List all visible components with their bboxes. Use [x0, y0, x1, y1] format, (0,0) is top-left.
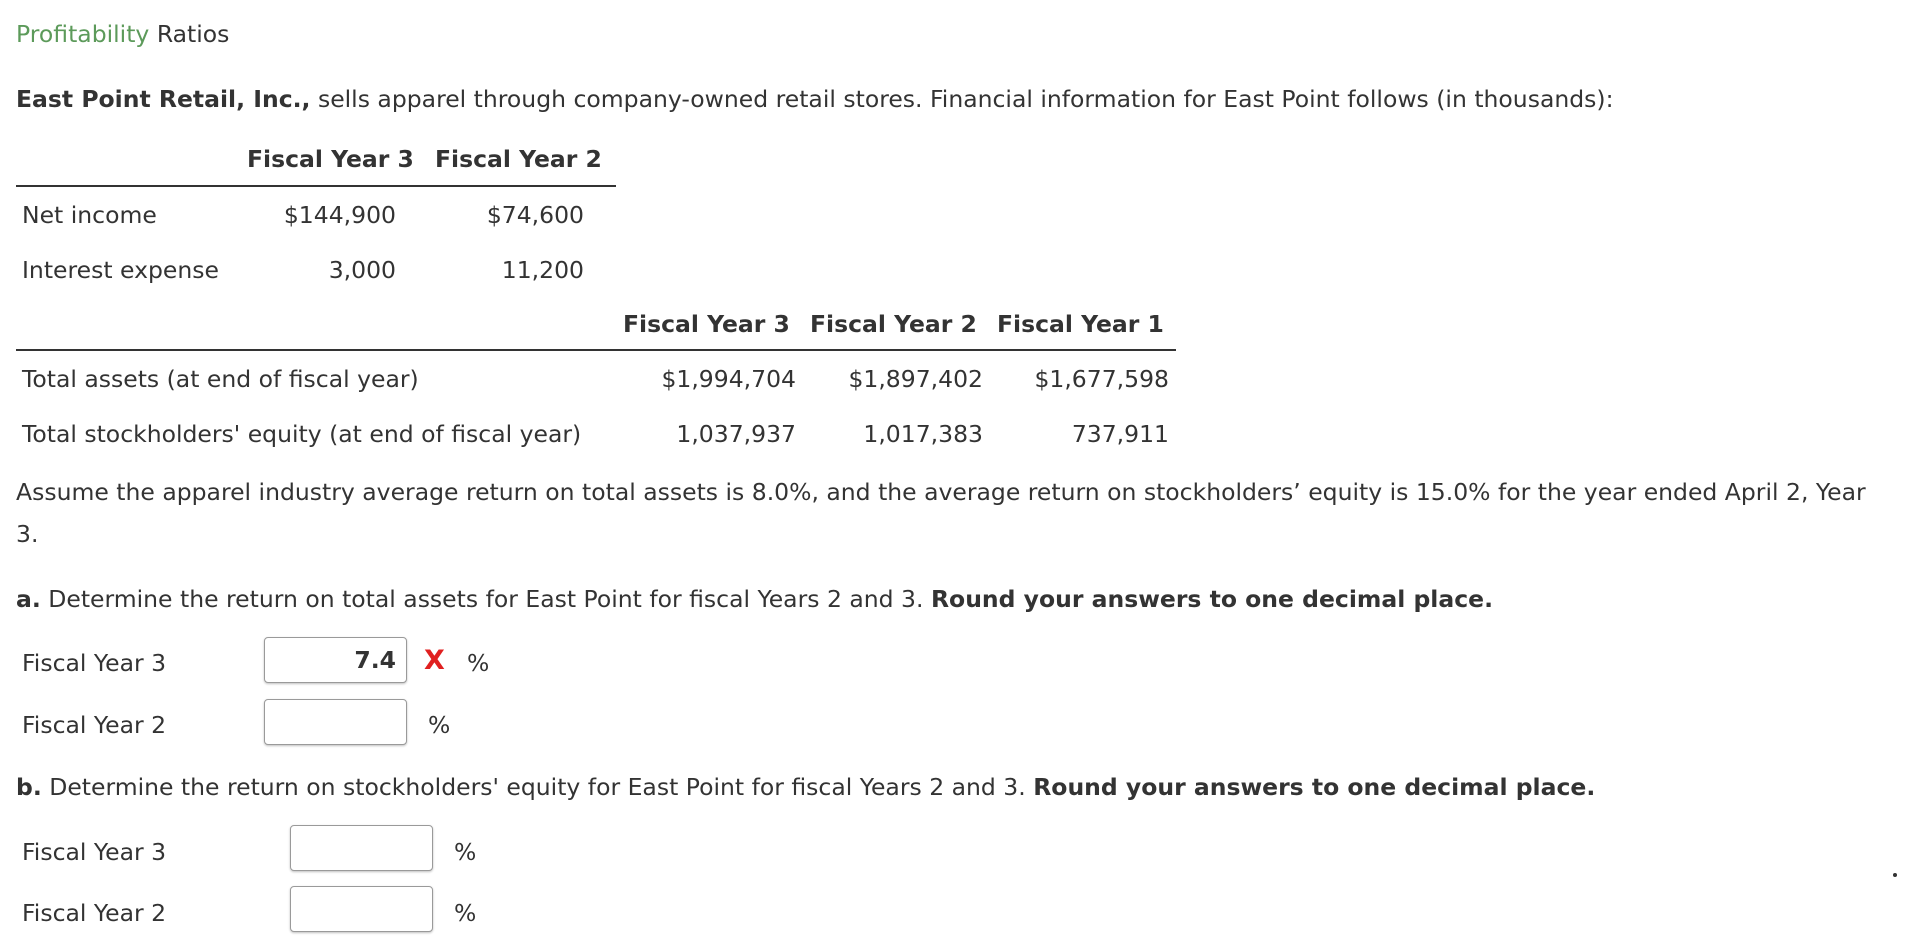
field-label: Fiscal Year 2: [22, 899, 167, 927]
question-a-instruction: Round your answers to one decimal place.: [930, 585, 1494, 613]
incorrect-x-icon: X: [424, 645, 445, 676]
table1-cell: 3,000: [328, 256, 396, 284]
percent-unit: %: [454, 838, 477, 866]
question-b-letter: b.: [16, 773, 42, 801]
percent-unit: %: [428, 711, 451, 739]
dot-marker: [1893, 873, 1897, 877]
intro-text: sells apparel through company-owned retail stores. Financial information for East Point follows (in thousands):: [310, 85, 1614, 113]
assumption-line2: 3.: [16, 520, 39, 548]
roe-fy2-input[interactable]: [290, 886, 433, 932]
table1-row-label: Net income: [22, 201, 157, 229]
table1-cell: 11,200: [501, 256, 584, 284]
table1-header-fy2: Fiscal Year 2: [435, 145, 602, 173]
table2-cell: 1,017,383: [863, 420, 983, 448]
table2-cell: 1,037,937: [676, 420, 796, 448]
table2-header-rule: [16, 349, 1176, 351]
breadcrumb-link-profitability[interactable]: Profitability: [16, 20, 150, 48]
table2-cell: 737,911: [1071, 420, 1169, 448]
intro-paragraph: [16, 85, 1613, 113]
company-name: East Point Retail, Inc.,: [16, 85, 311, 113]
breadcrumb-title: Ratios: [156, 20, 230, 48]
table2-row-label: Total stockholders' equity (at end of fiscal year): [22, 420, 582, 448]
field-label: Fiscal Year 3: [22, 838, 167, 866]
page-title: [16, 20, 229, 48]
table1-header-rule: [16, 185, 616, 187]
question-b-text: Determine the return on stockholders' equity for East Point for fiscal Years 2 and 3.: [41, 773, 1034, 801]
table2-cell: $1,897,402: [848, 365, 983, 393]
table2-cell: $1,994,704: [661, 365, 796, 393]
table2-header-fy2: Fiscal Year 2: [810, 310, 977, 338]
question-a-letter: a.: [16, 585, 41, 613]
table1-cell: $144,900: [283, 201, 396, 229]
table2-row-label: Total assets (at end of fiscal year): [22, 365, 419, 393]
field-label: Fiscal Year 3: [22, 649, 167, 677]
roa-fy3-input[interactable]: [264, 637, 407, 683]
roa-fy2-input[interactable]: [264, 699, 407, 745]
question-a-text: Determine the return on total assets for East Point for fiscal Years 2 and 3.: [40, 585, 931, 613]
table2-header-fy3: Fiscal Year 3: [623, 310, 790, 338]
question-b-instruction: Round your answers to one decimal place.: [1033, 773, 1596, 801]
assumption-line1: Assume the apparel industry average return on total assets is 8.0%, and the average return on stockholders’ equity is 15.0% for the year ended April 2, Year: [16, 478, 1866, 506]
table2-header-fy1: Fiscal Year 1: [997, 310, 1164, 338]
table1-cell: $74,600: [486, 201, 584, 229]
question-b: [16, 773, 1595, 801]
table2-cell: $1,677,598: [1034, 365, 1169, 393]
roe-fy3-input[interactable]: [290, 825, 433, 871]
percent-unit: %: [467, 649, 490, 677]
table1-row-label: Interest expense: [22, 256, 219, 284]
percent-unit: %: [454, 899, 477, 927]
table1-header-fy3: Fiscal Year 3: [247, 145, 414, 173]
question-a: [16, 585, 1493, 613]
field-label: Fiscal Year 2: [22, 711, 167, 739]
